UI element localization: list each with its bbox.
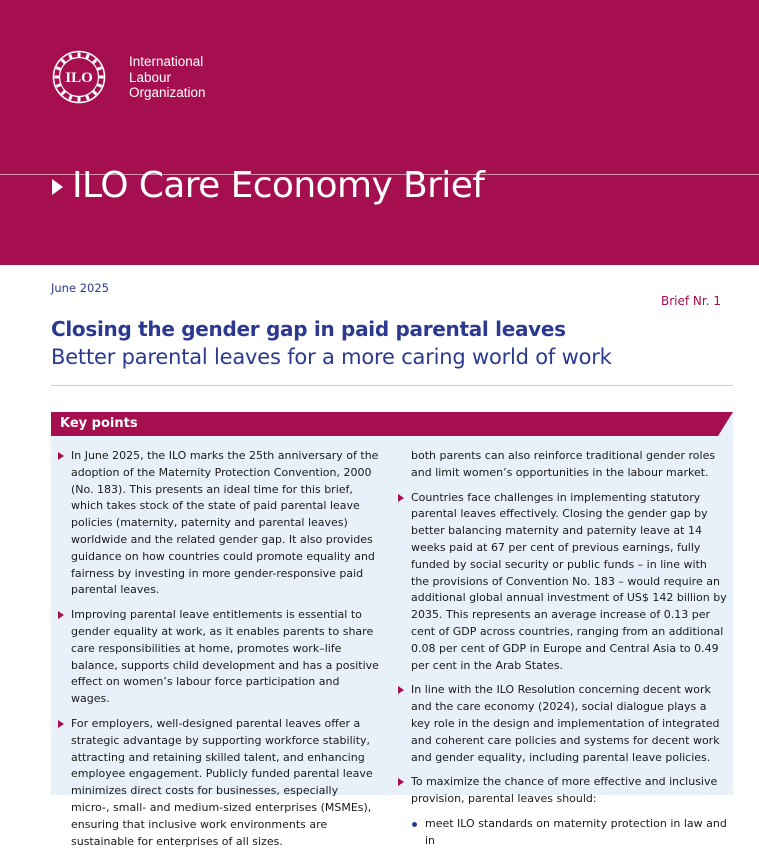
brief-number: Brief Nr. 1 (661, 294, 721, 308)
key-point-text: To maximize the chance of more effective and inclusive provision, parental leaves should: (411, 775, 718, 806)
org-line-3: Organization (129, 85, 206, 100)
key-point-text: For employers, well-designed parental leaves offer a strategic advantage by supporting workforce stability, attracting and retaining skilled talent, and enhancing employee engagement. Publicly funded parental leave minimizes direct costs for businesses, especially micro-, small- and medium-sized enterprises (MSMEs), ensuring that inclusive work environments are sustainable for enterprises of all sizes. (71, 716, 373, 848)
key-point-item (398, 682, 728, 766)
bullet-arrow-icon (398, 494, 404, 502)
key-points-right-column (398, 448, 728, 850)
key-point-item (398, 774, 728, 808)
sub-bullet-item (398, 816, 728, 850)
key-point-continuation: both parents can also reinforce traditional gender roles and limit women’s opportunities in the labour market. (411, 449, 716, 479)
key-point-item (398, 490, 728, 675)
document-title: Closing the gender gap in paid parental leaves (51, 317, 566, 341)
ilo-logo-icon (52, 50, 106, 104)
header-banner (0, 0, 759, 265)
key-point-item (58, 448, 380, 599)
document-subtitle: Better parental leaves for a more caring world of work (51, 345, 612, 369)
key-point-text: In June 2025, the ILO marks the 25th anniversary of the adoption of the Maternity Protection Convention, 2000 (No. 183). This presents an ideal time for this brief, which takes stock of the state of paid parental leave policies (maternity, paternity and parental leaves) worldwide and the related gender gap. It also provides guidance on how countries could promote equality and fairness by investing in more gender-responsive paid parental leaves. (71, 449, 379, 597)
series-heading (52, 164, 484, 208)
heading-corner-shape (718, 412, 733, 436)
key-point-item (58, 716, 380, 850)
org-line-1: International (129, 54, 204, 69)
key-point-text: Improving parental leave entitlements is essential to gender equality at work, as it enables parents to share care responsibilities at home, promotes work–life balance, supports child development and has a positive effect on women’s labour force participation and wages. (71, 608, 379, 706)
logo-text: ILO (65, 70, 93, 86)
bullet-arrow-icon (58, 611, 64, 619)
play-triangle-icon (52, 179, 63, 195)
bullet-arrow-icon (58, 452, 64, 460)
bullet-arrow-icon (58, 720, 64, 728)
title-divider (51, 385, 733, 386)
organization-name (129, 54, 206, 101)
bullet-arrow-icon (398, 686, 404, 694)
bullet-dot-icon (412, 822, 417, 827)
key-point-item (58, 607, 380, 708)
key-point-text: Countries face challenges in implementing statutory parental leaves effectively. Closing the gender gap by better balancing maternity and paternity leave at 14 weeks paid at 67 per cent of previous earnings, fully funded by social security or public funds – in line with the provisions of Convention No. 183 – would require an additional global annual investment of US$ 142 billion by 2035. This represents an average increase of 0.13 per cent of GDP across countries, ranging from an additional 0.08 per cent of GDP in Europe and Central Asia to 0.49 per cent in the Arab States. (411, 490, 727, 672)
key-point-text: In line with the ILO Resolution concerning decent work and the care economy (2024), social dialogue plays a key role in the design and implementation of integrated and coherent care policies and systems for decent work and gender equality, including parental leave policies. (411, 683, 720, 764)
sub-bullet-text: meet ILO standards on maternity protection in law and in (425, 816, 727, 847)
series-title: ILO Care Economy Brief (72, 165, 485, 206)
key-points-left-column (58, 448, 380, 858)
publication-date: June 2025 (51, 281, 109, 295)
bullet-arrow-icon (398, 778, 404, 786)
key-points-heading: Key points (51, 412, 718, 436)
org-line-2: Labour (129, 69, 172, 85)
